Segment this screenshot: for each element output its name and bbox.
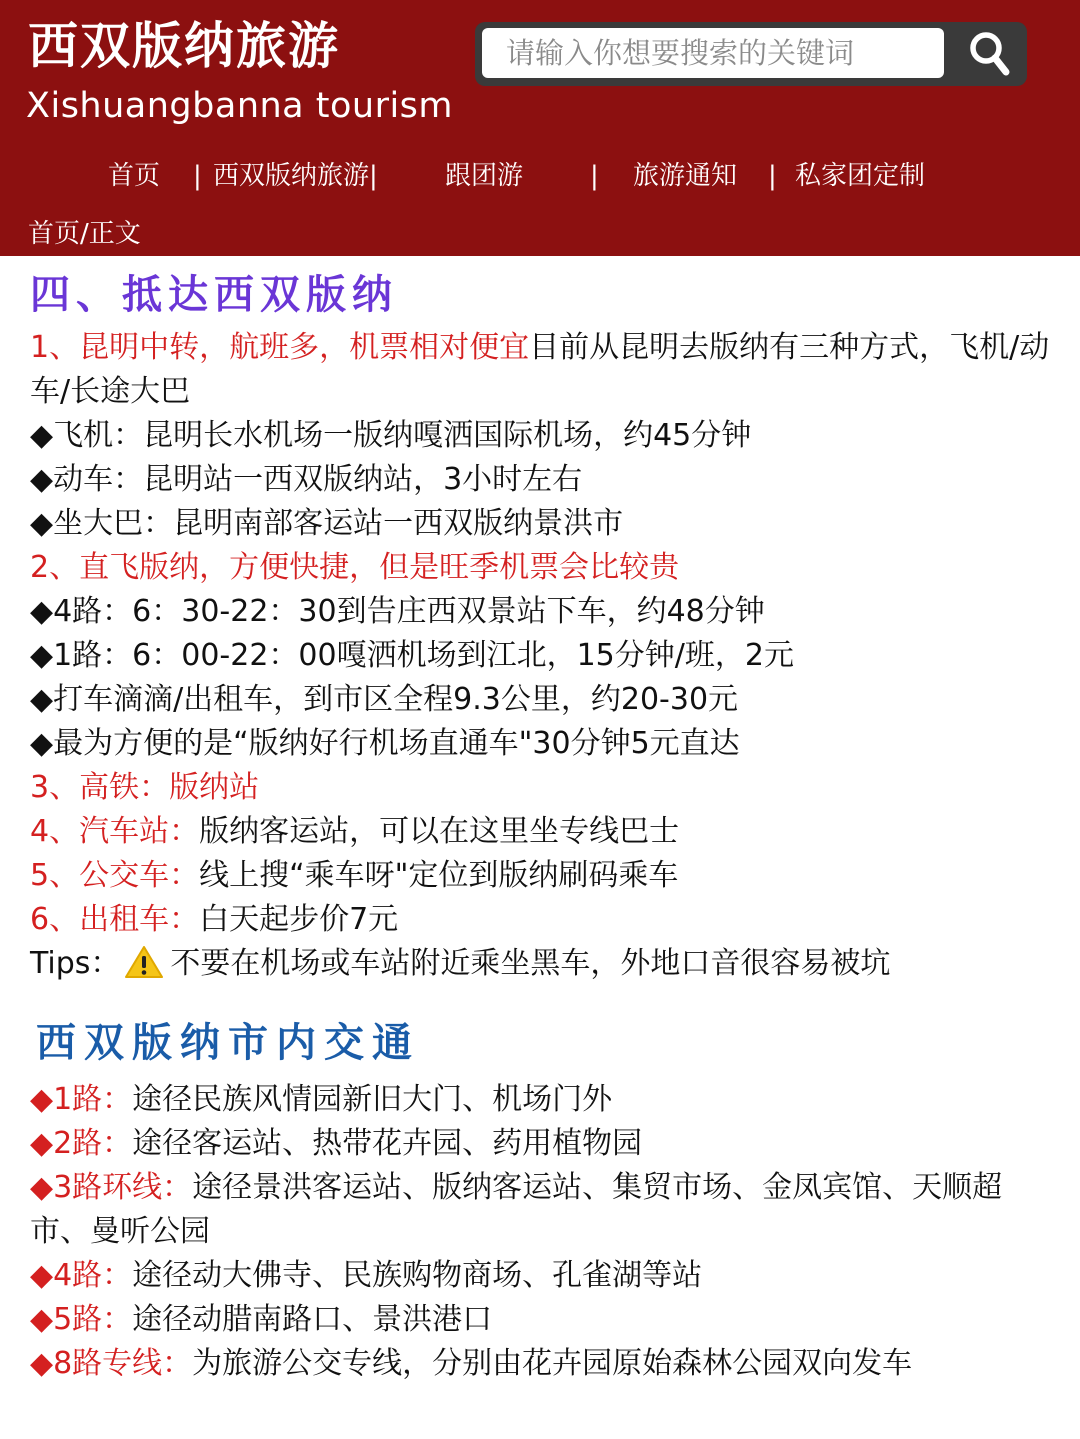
route-label: ◆1路： <box>30 1082 133 1117</box>
route-label: ◆8路专线： <box>30 1346 193 1381</box>
nav-separator: | <box>193 161 202 191</box>
bus-station-text: 版纳客运站，可以在这里坐专线巴士 <box>199 814 680 849</box>
paragraph-public-bus <box>30 854 1060 898</box>
tips-label: Tips： <box>30 946 121 981</box>
route-label: ◆4路： <box>30 1258 133 1293</box>
bullet-plane: ◆飞机：昆明长水机场一版纳嘎洒国际机场，约45分钟 <box>30 418 752 453</box>
nav-separator: | <box>369 161 378 191</box>
search-button[interactable] <box>953 22 1027 86</box>
paragraph-taxi <box>30 898 1060 942</box>
taxi-label: 6、出租车： <box>30 902 200 937</box>
paragraph-direct-flight: 2、直飞版纳，方便快捷，但是旺季机票会比较贵 <box>30 550 680 585</box>
kunming-transfer-text: 目前从昆明去版纳有三种方式，飞机/动车/长途大巴 <box>30 330 1050 409</box>
section-heading-arrival: 四、抵达西双版纳 <box>30 272 398 318</box>
bullet-taxi: ◆打车滴滴/出租车，到市区全程9.3公里，约20-30元 <box>30 682 739 717</box>
main-nav <box>0 152 1080 200</box>
search-icon <box>968 30 1012 78</box>
route-label: ◆3路环线： <box>30 1170 193 1205</box>
paragraph-high-speed-rail: 3、高铁：版纳站 <box>30 770 260 805</box>
bullet-route-4: ◆4路：6：30-22：30到告庄西双景站下车，约48分钟 <box>30 594 765 629</box>
public-bus-label: 5、公交车： <box>30 858 200 893</box>
article-content <box>30 256 1060 1386</box>
paragraph-bus-station <box>30 810 1060 854</box>
route-item <box>30 1078 1060 1122</box>
route-text: 途径客运站、热带花卉园、药用植物园 <box>132 1126 643 1161</box>
search-bar <box>475 22 1027 86</box>
nav-item-group-tour[interactable]: 跟团游 <box>445 161 524 191</box>
route-text: 为旅游公交专线，分别由花卉园原始森林公园双向发车 <box>192 1346 913 1381</box>
nav-item-private-tour[interactable]: 私家团定制 <box>795 161 926 191</box>
route-label: ◆5路： <box>30 1302 133 1337</box>
site-subtitle: Xishuangbanna tourism <box>26 86 454 126</box>
route-item <box>30 1298 1060 1342</box>
kunming-transfer-highlight: 1、昆明中转，航班多，机票相对便宜 <box>30 330 530 365</box>
tips-text: 不要在机场或车站附近乘坐黑车，外地口音很容易被坑 <box>170 946 891 981</box>
paragraph-tips <box>30 942 1060 986</box>
route-item <box>30 1122 1060 1166</box>
breadcrumb[interactable]: 首页/正文 <box>28 219 141 249</box>
bullet-bus: ◆坐大巴：昆明南部客运站一西双版纳景洪市 <box>30 506 624 541</box>
bullet-route-1: ◆1路：6：00-22：00嘎洒机场到江北，15分钟/班，2元 <box>30 638 794 673</box>
route-text: 途径动腊南路口、景洪港口 <box>132 1302 493 1337</box>
taxi-text: 白天起步价7元 <box>199 902 399 937</box>
site-header <box>0 0 1080 256</box>
route-label: ◆2路： <box>30 1126 133 1161</box>
bus-station-label: 4、汽车站： <box>30 814 200 849</box>
public-bus-text: 线上搜“乘车呀"定位到版纳刷码乘车 <box>199 858 679 893</box>
nav-separator: | <box>768 161 777 191</box>
route-item <box>30 1254 1060 1298</box>
route-text: 途径民族风情园新旧大门、机场门外 <box>132 1082 613 1117</box>
site-title: 西双版纳旅游 <box>28 17 340 75</box>
route-text: 途径景洪客运站、版纳客运站、集贸市场、金凤宾馆、天顺超市、曼听公园 <box>30 1170 1003 1249</box>
bullet-train: ◆动车：昆明站一西双版纳站，3小时左右 <box>30 462 583 497</box>
nav-separator: | <box>590 161 599 191</box>
route-item <box>30 1342 1060 1386</box>
warning-icon <box>124 945 164 979</box>
paragraph-kunming-transfer <box>30 326 1060 414</box>
route-text: 途径动大佛寺、民族购物商场、孔雀湖等站 <box>132 1258 703 1293</box>
nav-item-home[interactable]: 首页 <box>108 161 161 191</box>
nav-item-travel-notice[interactable]: 旅游通知 <box>633 161 738 191</box>
section-heading-city-transport: 西双版纳市内交通 <box>36 1020 420 1066</box>
search-input[interactable] <box>482 28 944 78</box>
bullet-airport-shuttle: ◆最为方便的是“版纳好行机场直通车"30分钟5元直达 <box>30 726 740 761</box>
nav-item-xishuangbanna-tour[interactable]: 西双版纳旅游 <box>213 161 370 191</box>
route-item <box>30 1166 1060 1254</box>
